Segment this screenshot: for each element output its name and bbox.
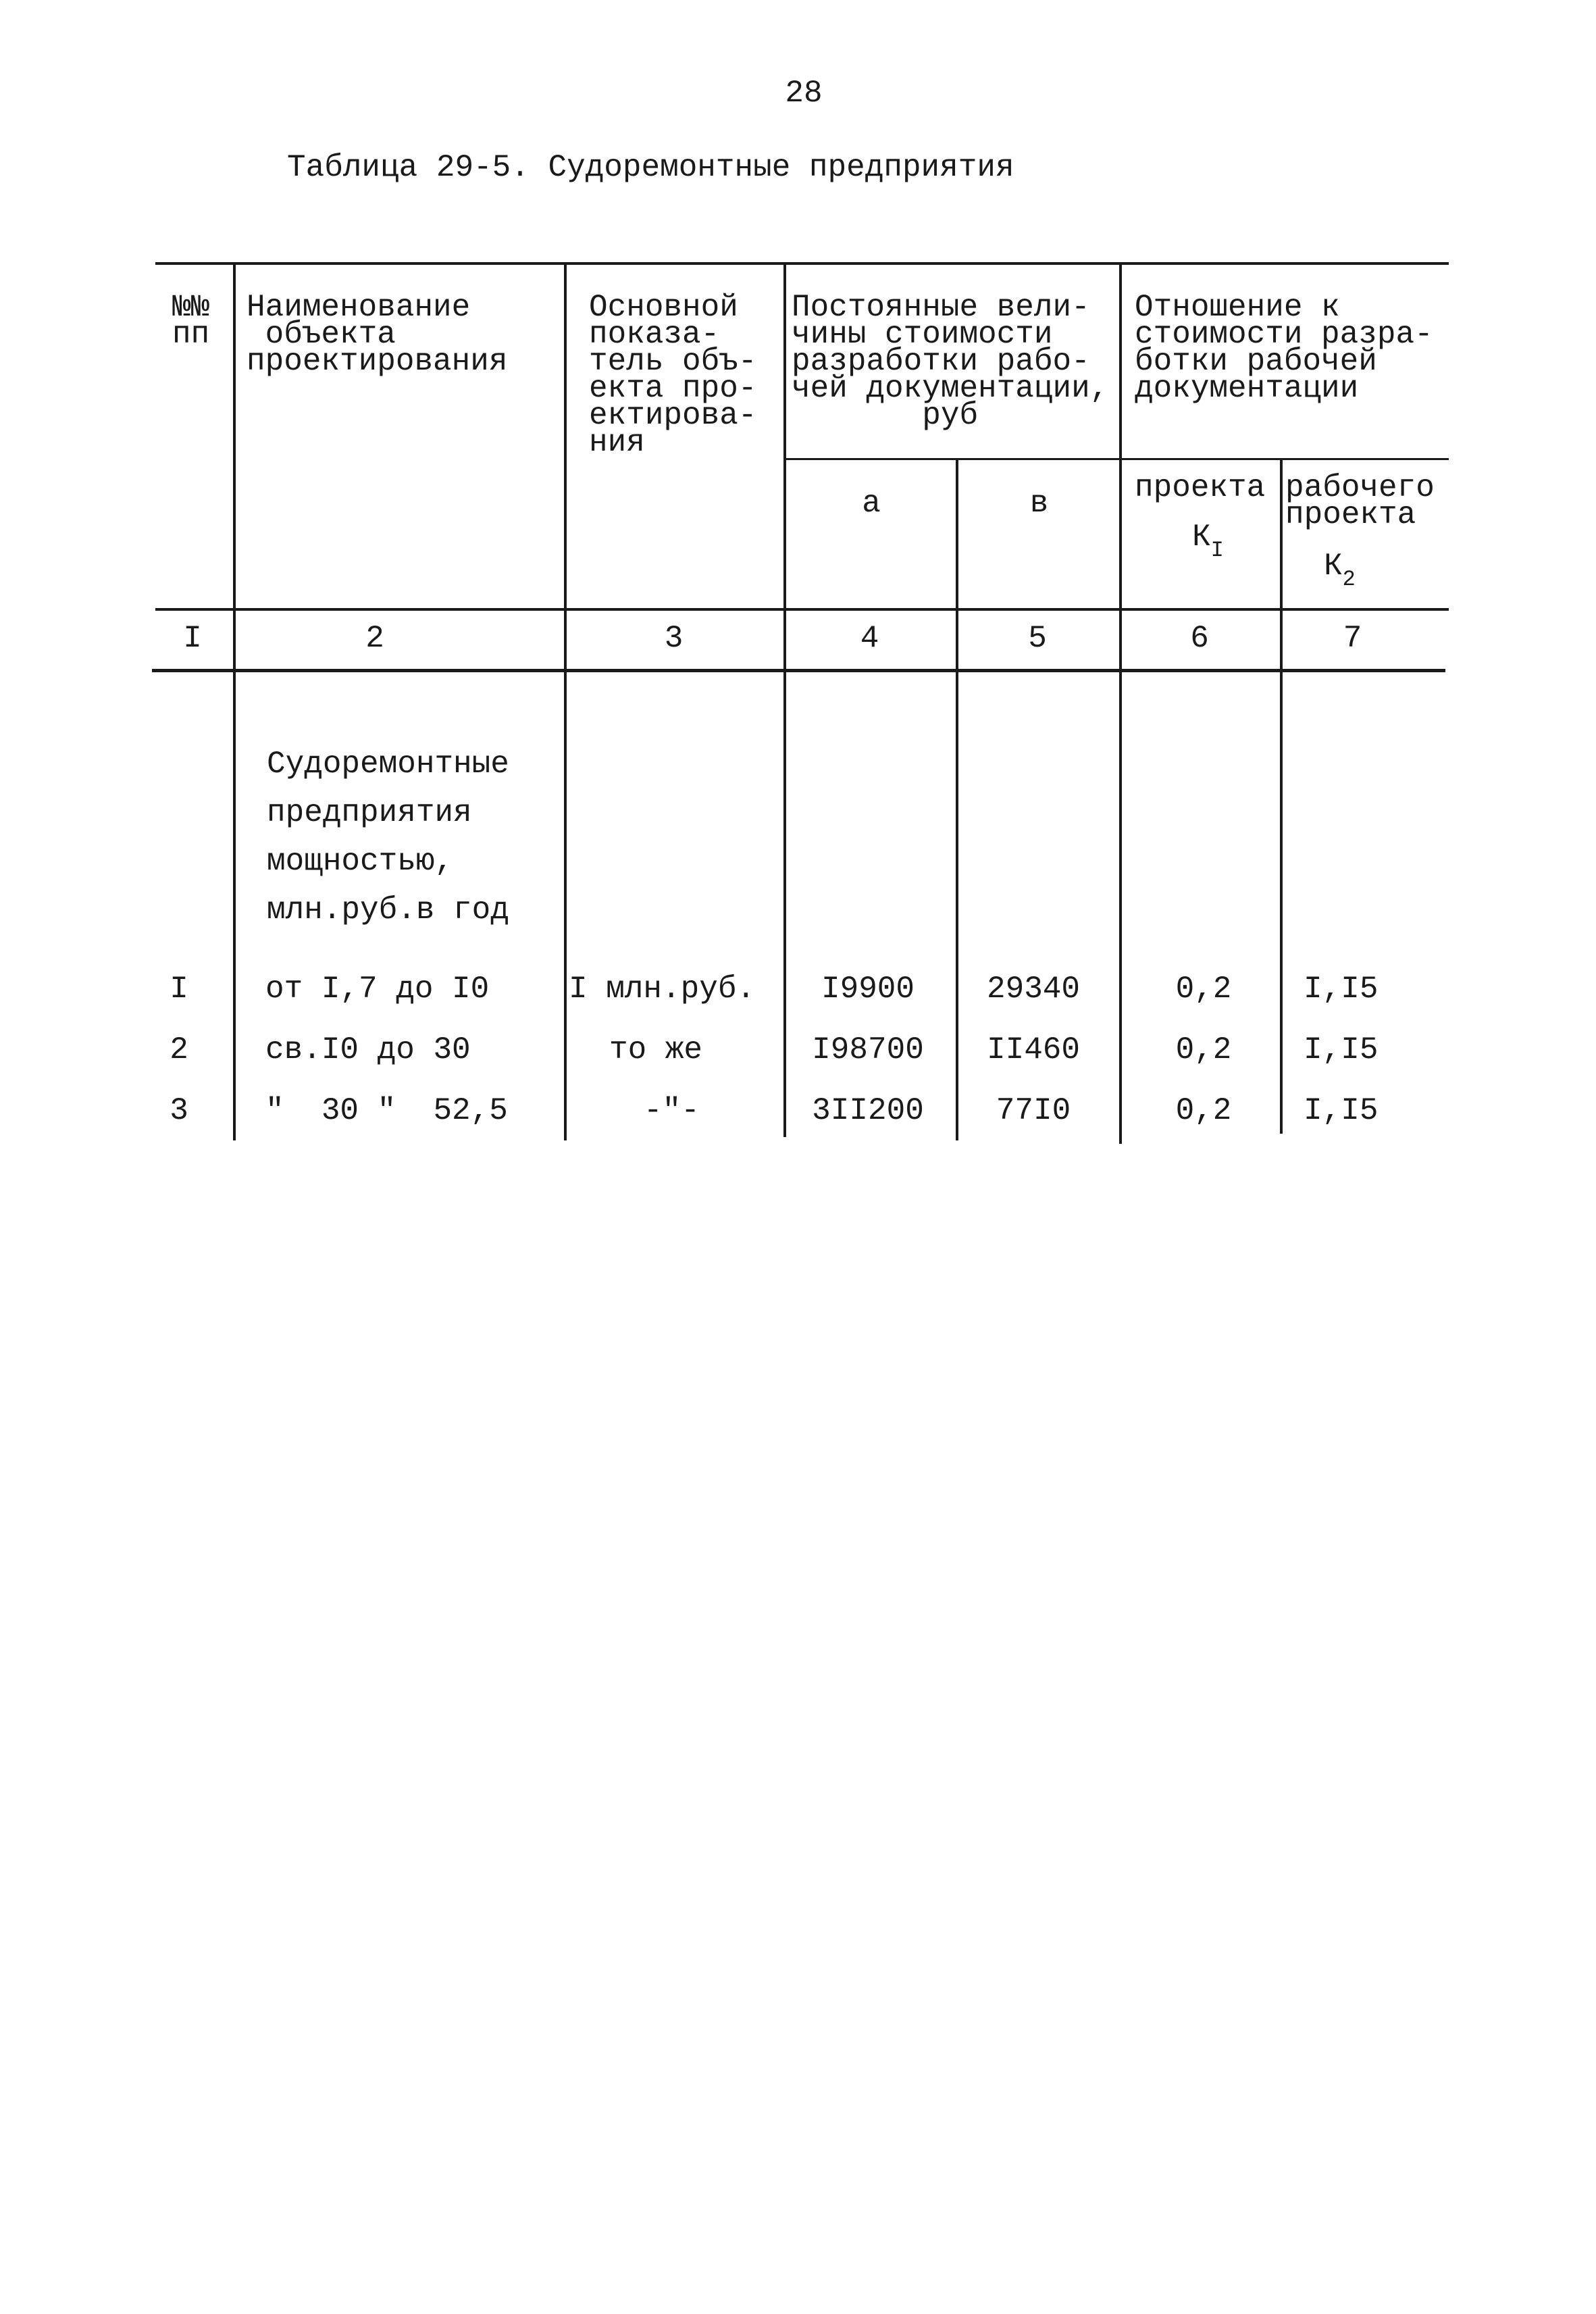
header-col6-label: проекта [1135,470,1266,505]
row-k2: I,I5 [1304,972,1379,1007]
row-name: от I,7 до I0 [265,972,490,1007]
header-sub-rule [783,458,1449,460]
header-col3: Основной показа- тель объ- екта про- ектирова- ния [589,290,757,460]
row-name: св.I0 до 30 [265,1032,471,1067]
page-number: 28 [785,76,823,111]
row-number: 3 [170,1093,188,1128]
group-title: Судоремонтные предприятия мощностью, млн.руб.в год [267,747,509,928]
header-col67: Отношение к стоимости разра- ботки рабочей документации [1135,290,1433,406]
table-top-rule [155,262,1449,265]
table-caption: Таблица 29-5. Судоремонтные предприятия [287,150,1014,185]
column-number-1: I [183,621,202,656]
header-col7-symbol: $К_2$ [1324,549,1356,592]
row-k2: I,I5 [1304,1032,1379,1067]
header-bottom-rule [155,608,1449,611]
row-value-b: II460 [986,1032,1081,1067]
row-value-a: I9900 [821,972,915,1007]
header-col45: Постоянные вели- чины стоимости разработки рабо- чей документации, руб [792,290,1109,433]
header-col6-symbol: $К_I$ [1192,520,1224,563]
row-number: I [170,972,188,1007]
column-numbers-rule [152,669,1445,672]
column-number-3: 3 [664,621,684,656]
row-k1: 0,2 [1175,1032,1232,1067]
column-number-5: 5 [1028,621,1047,656]
column-divider-2 [564,262,567,1140]
row-indicator: -"- [644,1093,700,1128]
column-number-7: 7 [1343,621,1362,656]
row-k2: I,I5 [1304,1093,1379,1128]
row-value-b: 29340 [986,972,1081,1007]
column-number-4: 4 [860,621,879,656]
column-number-6: 6 [1190,621,1209,656]
column-divider-3 [783,262,786,1137]
column-divider-1 [233,262,236,1140]
row-name: " 30 " 52,5 [265,1093,508,1128]
column-number-2: 2 [365,621,384,656]
row-value-a: 3II200 [812,1093,924,1128]
column-divider-6 [1280,458,1283,1134]
header-col5: в [1029,486,1049,521]
row-k1: 0,2 [1175,1093,1232,1128]
header-col7-label: рабочего проекта [1285,470,1435,532]
row-value-b: 77I0 [996,1093,1071,1128]
header-col2: Наименование объекта проектирования [247,290,508,379]
row-indicator: то же [609,1032,703,1067]
row-k1: 0,2 [1175,972,1232,1007]
row-value-a: I98700 [812,1032,924,1067]
column-divider-5 [1119,262,1122,1144]
row-number: 2 [170,1032,188,1067]
header-col1: №№ пп [172,290,210,352]
header-col4: а [862,486,881,521]
row-indicator: I млн.руб. [569,972,756,1007]
